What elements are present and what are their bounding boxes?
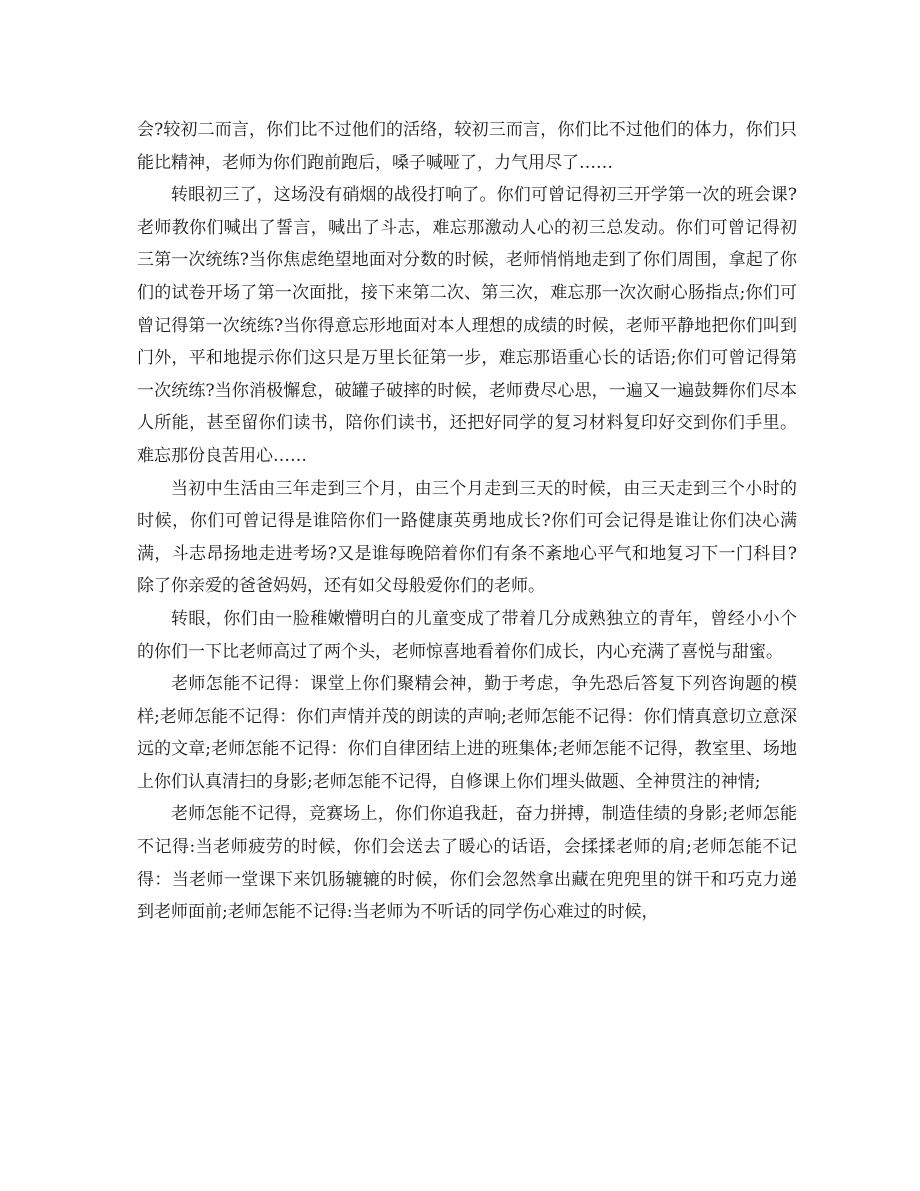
paragraph-5: 老师怎能不记得：课堂上你们聚精会神，勤于考虑，争先恐后答复下列咨询题的模样;老师怎能不记得：你们声情并茂的朗读的声响;老师怎能不记得：你们情真意切立意深远的文章;老师怎能不记得：你们自律团结上进的班集体;老师怎能不记得，教室里、场地上你们认真清扫的身影;老师怎能不记得，自修课上你们埋头做题、全神贯注的神情;: [137, 674, 797, 792]
document-body: [137, 114, 797, 929]
paragraph-1: 会?较初二而言，你们比不过他们的活络，较初三而言，你们比不过他们的体力，你们只能比精神，老师为你们跑前跑后，嗓子喊哑了，力气用尽了……: [137, 120, 797, 173]
paragraph-2: 转眼初三了，这场没有硝烟的战役打响了。你们可曾记得初三开学第一次的班会课?老师教你们喊出了誓言，喊出了斗志，难忘那激动人心的初三总发动。你们可曾记得初三第一次统练?当你焦虑绝望地面对分数的时候，老师悄悄地走到了你们周围，拿起了你们的试卷开场了第一次面批，接下来第二次、第三次，难忘那一次次耐心肠指点;你们可曾记得第一次统练?当你得意忘形地面对本人理想的成绩的时候，老师平静地把你们叫到门外，平和地提示你们这只是万里长征第一步，难忘那语重心长的话语;你们可曾记得第一次统练?当你消极懈怠，破罐子破摔的时候，老师费尽心思，一遍又一遍鼓舞你们尽本人所能，甚至留你们读书，陪你们读书，还把好同学的复习材料复印好交到你们手里。难忘那份良苦用心……: [137, 185, 797, 466]
paragraph-3: 当初中生活由三年走到三个月，由三个月走到三天的时候，由三天走到三个小时的时候，你们可曾记得是谁陪你们一路健康英勇地成长?你们可会记得是谁让你们决心满满，斗志昂扬地走进考场?又是谁每晚陪着你们有条不紊地心平气和地复习下一门科目?除了你亲爱的爸爸妈妈，还有如父母般爱你们的老师。: [137, 478, 797, 597]
paragraph-4: 转眼，你们由一脸稚嫩懵明白的儿童变成了带着几分成熟独立的青年，曾经小小个的你们一下比老师高过了两个头，老师惊喜地看着你们成长，内心充满了喜悦与甜蜜。: [137, 608, 797, 662]
paragraph-6: 老师怎能不记得，竞赛场上，你们你追我赶，奋力拼搏，制造佳绩的身影;老师怎能不记得:当老师疲劳的时候，你们会送去了暖心的话语，会揉揉老师的肩;老师怎能不记得：当老师一堂课下来饥肠辘辘的时候，你们会忽然拿出藏在兜兜里的饼干和巧克力递到老师面前;老师怎能不记得:当老师为不听话的同学伤心难过的时候，: [137, 804, 797, 923]
